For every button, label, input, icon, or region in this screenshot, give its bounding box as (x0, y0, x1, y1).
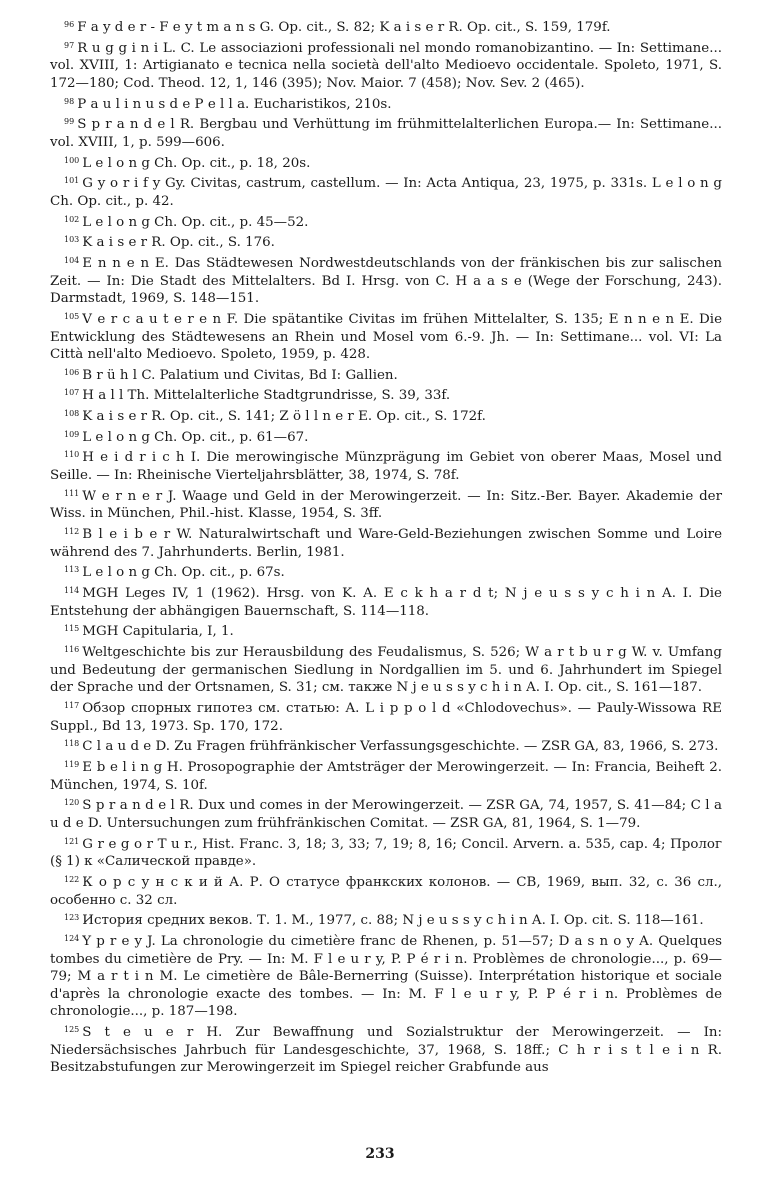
footnote-text: MGH Leges IV, 1 (1962). Hrsg. von K. A. E c k h a r d t; N j e u s s y c h i n A. I. Die Entstehung der abhängigen Bauernschaft, S. 114—118. (50, 586, 722, 619)
footnote-number: 123 (64, 913, 80, 923)
footnote-text: Y p r e y J. La chronologie du cimetière franc de Rhenen, p. 51—57; D a s n o y A. Quelques tombes du cimetière de Pry. — In: M. F l e u r y, P. P é r i n. Problèmes de chronologie..., p. 69—79; M a r t i n M. Le cimetière de Bâle-Bernerring (Suisse). Interprétation historique et sociale d'après la chronologie exacte des tombes. — In: M. F l e u r y, P. P é r i n. Problèmes de chronologie..., p. 187—198. (50, 933, 722, 1020)
footnote-text: W e r n e r J. Waage und Geld in der Merowingerzeit. — In: Sitz.-Ber. Bayer. Akademie der Wiss. in München, Phil.-hist. Klasse, 1954, S. 3ff. (50, 488, 722, 522)
footnote-text: C l a u d e D. Zu Fragen frühfränkischer Verfassungsgeschichte. — ZSR GA, 83, 1966, S. 273. (82, 739, 719, 755)
footnote-number: 105 (64, 311, 80, 321)
footnotes-list (50, 16, 722, 1077)
footnote-text: K a i s e r R. Op. cit., S. 176. (82, 235, 275, 251)
footnote-number: 97 (64, 40, 75, 50)
footnote-text: H e i d r i c h I. Die merowingische Münzprägung im Gebiet von oberer Maas, Mosel und Seille. — In: Rheinische Vierteljahrsblätter, 38, 1974, S. 78f. (50, 450, 722, 484)
footnote-number: 118 (64, 739, 80, 749)
footnote-text: B r ü h l C. Palatium und Civitas, Bd I: Gallien. (82, 367, 398, 383)
footnote (50, 641, 722, 697)
footnote-number: 124 (64, 933, 80, 943)
footnote-number: 114 (64, 586, 80, 596)
footnote-number: 104 (64, 255, 80, 265)
footnote-number: 98 (64, 96, 75, 106)
footnote-text: L e l o n g Ch. Op. cit., p. 18, 20s. (82, 155, 311, 171)
footnote-text: История средних веков. Т. 1. М., 1977, с. 88; N j e u s s y c h i n A. I. Op. cit. S. 118—161. (82, 913, 704, 929)
footnote-number: 106 (64, 367, 80, 377)
footnote (50, 871, 722, 909)
footnote-number: 125 (64, 1025, 80, 1035)
footnote (50, 909, 722, 930)
footnote (50, 231, 722, 252)
footnote (50, 756, 722, 794)
footnote-text: L e l o n g Ch. Op. cit., p. 67s. (82, 565, 285, 581)
footnote (50, 735, 722, 756)
footnote (50, 211, 722, 232)
footnote (50, 16, 722, 37)
footnote-text: MGH Capitularia, I, 1. (82, 624, 234, 640)
footnote (50, 113, 722, 151)
page-body (50, 16, 722, 1077)
footnote (50, 446, 722, 484)
footnote-text: R u g g i n i L. C. Le associazioni professionali nel mondo romanobizantino. — In: Settimane... vol. XVIII, 1: Artigianato e tecnica nella società dell'alto Medioevo occidentale. Spoleto, 1971, S. 172—180; Cod. Theod. 12, 1, 146 (395); Nov. Maior. 7 (458); Nov. Sev. 2 (465). (50, 40, 722, 91)
footnote-number: 110 (64, 450, 80, 460)
footnote-number: 101 (64, 176, 80, 186)
footnote (50, 1021, 722, 1077)
footnote (50, 37, 722, 93)
page-number: 233 (365, 1146, 395, 1162)
footnote-text: L e l o n g Ch. Op. cit., p. 45—52. (82, 214, 309, 230)
footnote-text: E b e l i n g H. Prosopographie der Amtsträger der Merowingerzeit. — In: Francia, Beiheft 2. München, 1974, S. 10f. (50, 759, 722, 793)
footnote-number: 107 (64, 388, 80, 398)
footnote-number: 121 (64, 836, 80, 846)
footnote-text: B l e i b e r W. Naturalwirtschaft und Ware-Geld-Beziehungen zwischen Somme und Loire während des 7. Jahrhunderts. Berlin, 1981. (50, 527, 722, 560)
footnote-text: G y o r i f y Gy. Civitas, castrum, castellum. — In: Acta Antiqua, 23, 1975, p. 331s. L e l o n g Ch. Op. cit., p. 42. (50, 176, 722, 209)
footnote (50, 582, 722, 620)
footnote-text: H a l l Th. Mittelalterliche Stadtgrundrisse, S. 39, 33f. (82, 388, 451, 404)
footnote-number: 100 (64, 155, 80, 165)
footnote-text: V e r c a u t e r e n F. Die spätantike Civitas im frühen Mittelalter, S. 135; E n n e n E. Die Entwicklung des Städtewesens an Rhein und Mosel vom 6.-9. Jh. — In: Settimane... vol. VI: La Città nell'alto Medioevo. Spoleto, 1959, p. 428. (50, 311, 722, 363)
footnote-text: K a i s e r R. Op. cit., S. 141; Z ö l l n e r E. Op. cit., S. 172f. (82, 409, 486, 425)
footnote-number: 113 (64, 565, 80, 575)
footnote-number: 96 (64, 20, 75, 29)
footnote (50, 384, 722, 405)
footnote-number: 111 (64, 488, 80, 498)
footnote (50, 485, 722, 523)
footnote-number: 116 (64, 645, 80, 654)
footnote-number: 119 (64, 759, 80, 769)
footnote (50, 833, 722, 871)
footnote-number: 117 (64, 700, 80, 710)
footnote (50, 620, 722, 641)
footnote-text: G r e g o r T u r., Hist. Franc. 3, 18; 3, 33; 7, 19; 8, 16; Concil. Arvern. a. 535, cap. 4; Пролог (§ 1) к «Салической правде». (50, 836, 722, 870)
footnote-text: К о р с у н с к и й А. Р. О статусе франкских колонов. — СВ, 1969, вып. 32, с. 36 сл., особенно с. 32 сл. (50, 874, 722, 908)
footnote (50, 364, 722, 385)
footnote-number: 120 (64, 798, 80, 808)
footnote-text: Weltgeschichte bis zur Herausbildung des Feudalismus, S. 526; W a r t b u r g W. v. Umfang und Bedeutung der germanischen Siedlung in Nordgallien im 5. und 6. Jahrhundert im Spiegel der Sprache und der Ortsnamen, S. 31; см. также N j e u s s y c h i n A. I. Op. cit., S. 161—187. (50, 645, 722, 696)
footnote-text: F a y d e r - F e y t m a n s G. Op. cit., S. 82; K a i s e r R. Op. cit., S. 159, 179f. (77, 20, 611, 35)
footnote (50, 152, 722, 173)
footnote-text: Обзор спорных гипотез см. статью: A. L i p p o l d «Chlodovechus». — Pauly-Wissowa RE Suppl., Bd 13, 1973. Sp. 170, 172. (50, 700, 722, 734)
footnote-text: S p r a n d e l R. Bergbau und Verhüttung im frühmittelalterlichen Europa.— In: Settimane... vol. XVIII, 1, p. 599—606. (50, 117, 722, 150)
footnote (50, 252, 722, 308)
footnote-number: 102 (64, 214, 80, 224)
footnote-number: 122 (64, 874, 80, 884)
footnote (50, 561, 722, 582)
footnote-text: P a u l i n u s d e P e l l a. Eucharistikos, 210s. (77, 96, 392, 112)
footnote-number: 112 (64, 527, 80, 537)
footnote-text: E n n e n E. Das Städtewesen Nordwestdeutschlands von der fränkischen bis zur salischen Zeit. — In: Die Stadt des Mittelalters. Bd I. Hrsg. von C. H a a s e (Wege der Forschung, 243). Darmstadt, 1969, S. 148—151. (50, 255, 722, 307)
footnote (50, 523, 722, 561)
footnote-number: 115 (64, 624, 80, 634)
footnote-number: 99 (64, 117, 75, 127)
footnote-number: 103 (64, 235, 80, 245)
footnote-number: 109 (64, 429, 80, 439)
footnote-text: S t e u e r H. Zur Bewaffnung und Sozialstruktur der Merowingerzeit. — In: Niedersächsisches Jahrbuch für Landesgeschichte, 37, 1968, S. 18ff.; C h r i s t l e i n R. Besitzabstufungen zur Merowingerzeit im Spiegel reicher Grabfunde aus (50, 1025, 722, 1076)
footnote (50, 172, 722, 210)
footnote (50, 308, 722, 364)
footnote (50, 426, 722, 447)
footnote (50, 697, 722, 735)
footnote (50, 405, 722, 426)
footnote-text: S p r a n d e l R. Dux und comes in der Merowingerzeit. — ZSR GA, 74, 1957, S. 41—84; C l a u d e D. Untersuchungen zum frühfränkischen Comitat. — ZSR GA, 81, 1964, S. 1—79. (50, 798, 722, 831)
footnote (50, 93, 722, 114)
footnote (50, 794, 722, 832)
footnote-text: L e l o n g Ch. Op. cit., p. 61—67. (82, 429, 309, 445)
footnote (50, 930, 722, 1021)
footnote-number: 108 (64, 409, 80, 419)
